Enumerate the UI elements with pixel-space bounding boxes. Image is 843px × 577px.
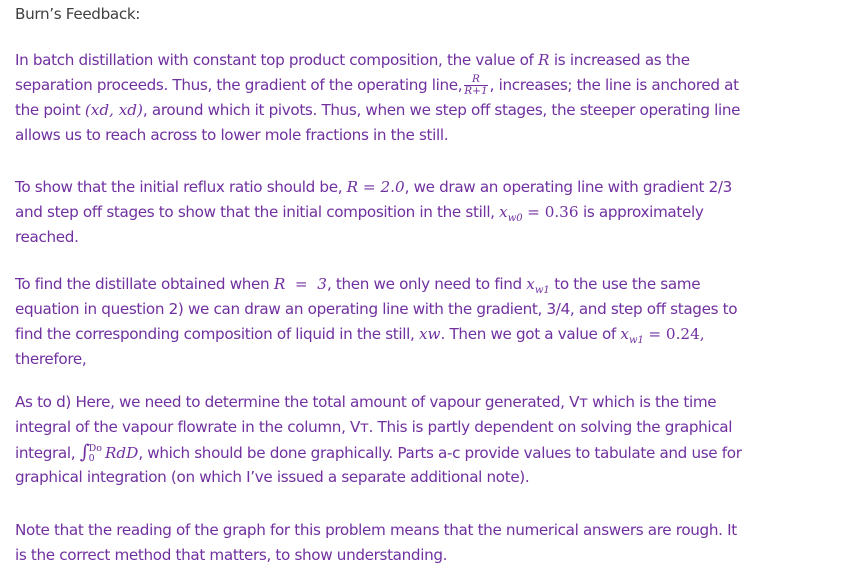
paragraph-initial-reflux: To show that the initial reflux ratio should be, R = 2.0, we draw an operating line with gradient 2/3 and step off stages to show that the initial composition in the still, $x_{w0} = 0.36$ is approximately reached. (15, 178, 732, 246)
gradient-fraction: $\frac{R}{R+1}$ (464, 73, 488, 97)
math-xw1: $x_{w1}$ (526, 275, 550, 297)
integral-sign: ∫ (79, 441, 90, 463)
math-xw0-value: = 0.36 (527, 203, 579, 221)
paragraph-reflux-gradient: In batch distillation with constant top product composition, the value of R is increased as the separation proceeds. Thus, the gradient of the operating line, $\frac{R}{R+1}$ , increases; the line is anchored at the point (xd, xd), around which it pivots. Thus, when we step off stages, the steeper operating line allows us to reach across to lower mole fractions in the still. (15, 51, 741, 144)
math-R-equals: R = 2.0 (346, 178, 405, 196)
paragraph-vapour-integral: As to d) Here, we need to determine the total amount of vapour generated, Vᴛ which is the time integral of the vapour flowrate in the column, Vᴛ. This is partly dependent on solving the graphical integral, ∫ Do 0 RdD, which should be done graphically. Parts a-c provide values to tabulate and use for graphical integration (on which I’ve issued a separate additional note). (15, 393, 742, 486)
paragraph-note: Note that the reading of the graph for this problem means that the numerical answers are rough. It is the correct method that matters, to show understanding. (15, 521, 737, 564)
math-xw0: $x_{w0}$ (499, 203, 523, 225)
integral-limits: Do 0 (88, 442, 102, 464)
feedback-heading: Burn’s Feedback: (15, 5, 141, 23)
paragraph-distillate: To find the distillate obtained when R = 3, then we only need to find $x_{w1}$ to the use the same equation in question 2) we can draw an operating line with the gradient, 3/4, and step off stages to find the corresponding composition of liquid in the still, xw. Then we got a value of $x_{w1} = 0.24$, therefore, (15, 275, 738, 368)
math-xw1-value: = 0.24, (648, 325, 705, 343)
math-xw: xw (418, 325, 441, 343)
math-R: R (538, 51, 550, 69)
math-integrand: RdD (104, 444, 139, 462)
math-R-equals-3: R = 3 (273, 275, 327, 293)
math-xw1-result: $x_{w1}$ (620, 325, 644, 347)
math-anchor-point: (xd, xd) (84, 101, 143, 119)
